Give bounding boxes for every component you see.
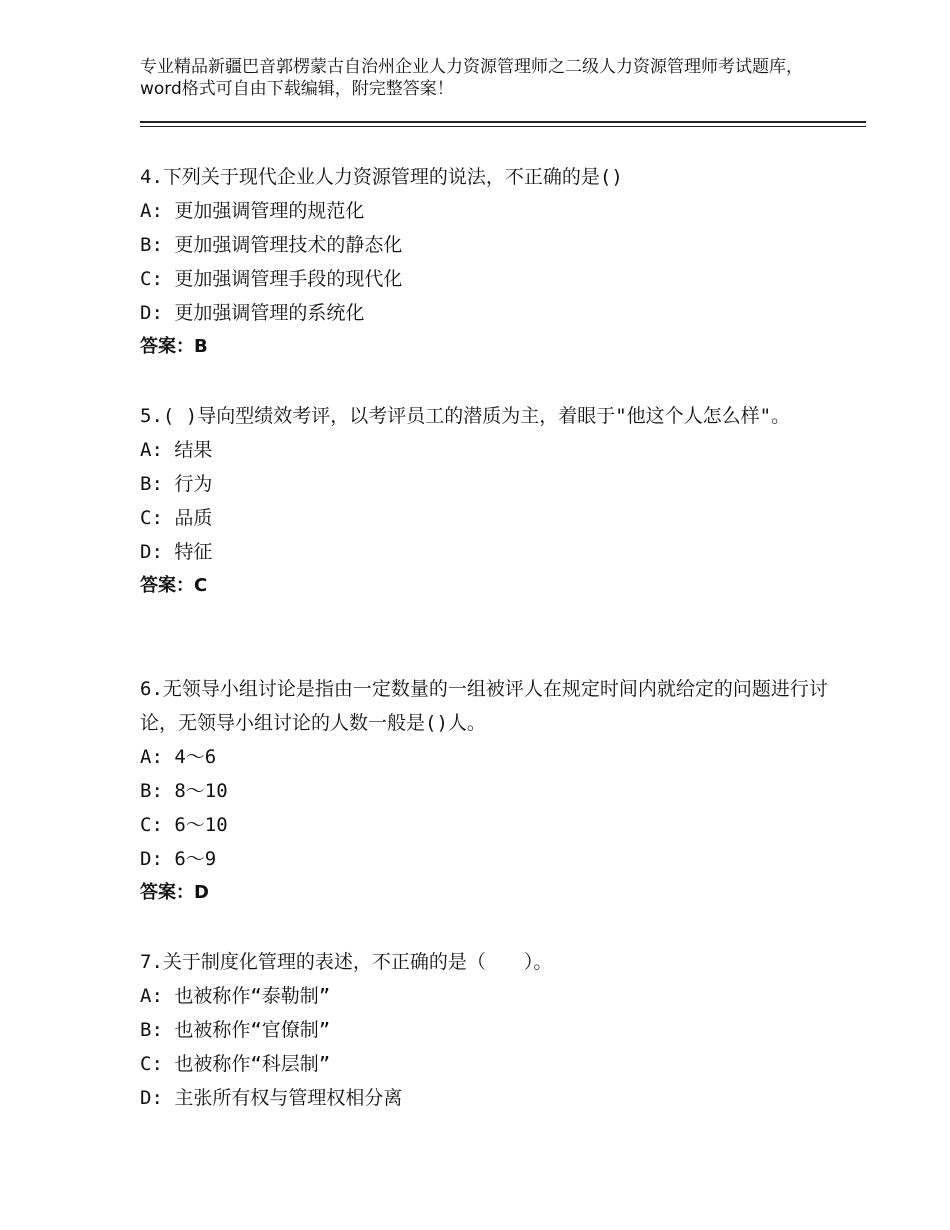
option-d: D: 主张所有权与管理权相分离	[140, 1087, 403, 1109]
answer: 答案：D	[140, 882, 209, 903]
question-5	[140, 399, 840, 603]
option-b: B: 8～10	[140, 780, 228, 802]
question-stem: 5.( )导向型绩效考评，以考评员工的潜质为主，着眼于"他这个人怎么样"。	[140, 405, 791, 427]
option-c: C: 也被称作“科层制”	[140, 1053, 331, 1075]
option-a: A: 也被称作“泰勒制”	[140, 985, 331, 1007]
header-divider-thin	[140, 126, 866, 127]
option-a: A: 4～6	[140, 746, 217, 768]
option-c: C: 更加强调管理手段的现代化	[140, 268, 403, 290]
option-b: B: 也被称作“官僚制”	[140, 1019, 331, 1041]
option-c: C: 6～10	[140, 814, 228, 836]
question-stem: 6.无领导小组讨论是指由一定数量的一组被评人在规定时间内就给定的问题进行讨论，无领导小组讨论的人数一般是()人。	[140, 678, 828, 734]
document-header: 专业精品新疆巴音郭楞蒙古自治州企业人力资源管理师之二级人力资源管理师考试题库，word格式可自由下载编辑，附完整答案！	[140, 57, 803, 99]
option-b: B: 行为	[140, 473, 213, 495]
option-a: A: 更加强调管理的规范化	[140, 200, 365, 222]
option-c: C: 品质	[140, 507, 213, 529]
option-a: A: 结果	[140, 439, 213, 461]
option-d: D: 更加强调管理的系统化	[140, 302, 365, 324]
question-4	[140, 160, 840, 364]
question-7	[140, 945, 840, 1115]
question-6	[140, 672, 840, 910]
question-stem: 4.下列关于现代企业人力资源管理的说法，不正确的是()	[140, 166, 623, 188]
question-stem: 7.关于制度化管理的表述，不正确的是（ ）。	[140, 951, 553, 973]
answer: 答案：B	[140, 336, 208, 357]
option-d: D: 6～9	[140, 848, 217, 870]
option-b: B: 更加强调管理技术的静态化	[140, 234, 403, 256]
answer: 答案：C	[140, 575, 208, 596]
header-divider	[140, 121, 866, 123]
option-d: D: 特征	[140, 541, 213, 563]
